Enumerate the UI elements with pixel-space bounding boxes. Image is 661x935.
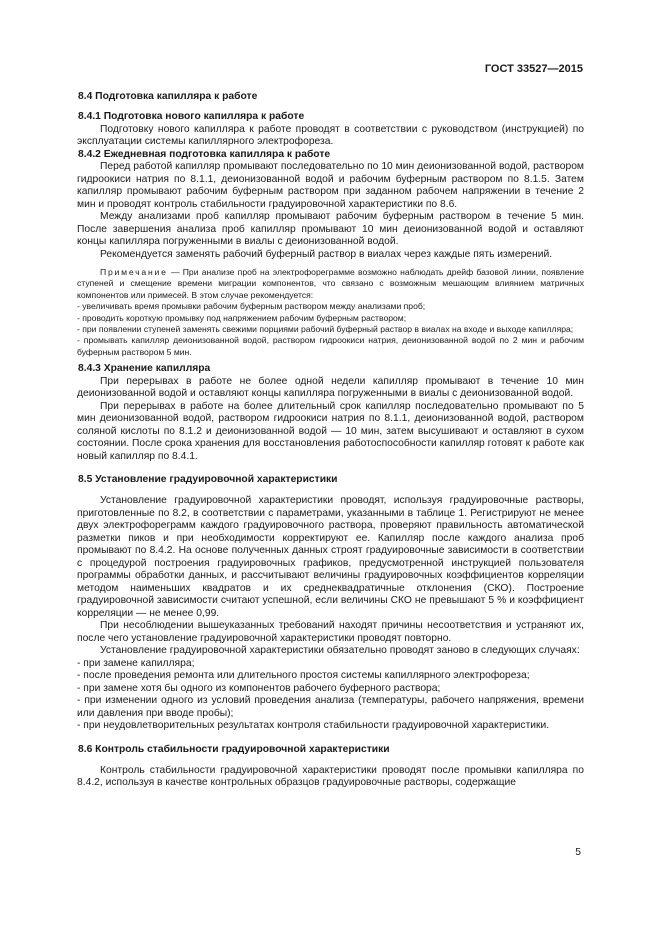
list-item: - при замене хотя бы одного из компонентов рабочего буферного раствора; xyxy=(77,682,441,694)
section-8-5-paragraph-1: Установление градуировочной характеристики проводят, используя градуировочные растворы, приготовленные по 8.2, в соответствии с параметрами, указанными в таблице 1. Регистрируют не менее двух электрофореграмм каждого градуировочного раствора, проверяют правильность автоматической разметки пиков и при необходимости корректируют ее. Капилляр после каждого анализа проб промывают по 8.4.2. На основе полученных данных строят градуировочные зависимости в соответствии с процедурой построения градуировочных графиков, предусмотренной инструкцией пользователя программы обработки данных, и рассчитывают величины градуировочных коэффициентов корреляции методом наименьших квадратов и их среднеквадратичные отклонения (СКО). Построение градуировочной зависимости считают успешной, если величины СКО не превышают 5 % и коэффициент корреляции — не менее 0,99. xyxy=(77,495,584,619)
standard-code: ГОСТ 33527—2015 xyxy=(484,63,583,75)
section-8-4-3-heading: 8.4.3 Хранение капилляра xyxy=(78,363,211,375)
list-item: - при замене капилляра; xyxy=(77,657,195,669)
section-8-4-3-paragraph-2: При перерывах в работе на более длительный срок капилляр последовательно промывают по 5 мин деионизованной водой, раствором гидроокиси натрия по 8.1.1, деионизованной водой, раствором соляной кислоты по 8.1.2 и деионизованной водой — 10 мин, затем высушивают и оставляют в сухом состоянии. После срока хранения для восстановления работоспособности капилляр готовят к работе как новый капилляр по 8.4.1. xyxy=(77,400,584,462)
section-8-6-heading: 8.6 Контроль стабильности градуировочной характеристики xyxy=(78,743,390,755)
section-8-4-2-paragraph-2: Между анализами проб капилляр промывают рабочим буферным раствором в течение 5 мин. После завершения анализа проб капилляр промывают 10 мин деионизованной водой и оставляют концы капилляра погруженными в виалы с деионизованной водой. xyxy=(77,211,584,247)
note-item: - увеличивать время промывки рабочим буферным раствором между анализами проб; xyxy=(77,301,426,312)
section-8-5-heading: 8.5 Установление градуировочной характеристики xyxy=(78,474,338,486)
section-8-6-paragraph-1: Контроль стабильности градуировочной характеристики проводят после промывки капилляра по 8.4.2, используя в качестве контрольных образцов градуировочные растворы, содержащие xyxy=(77,764,584,789)
section-8-4-heading: 8.4 Подготовка капилляра к работе xyxy=(78,91,258,102)
list-item: - после проведения ремонта или длительного простоя системы капиллярного электрофореза; xyxy=(77,670,530,682)
note-item: - при появлении ступеней заменять свежими порциями рабочий буферный раствор в виалах на входе и выходе капилляра; xyxy=(77,324,574,335)
section-8-4-1-heading: 8.4.1 Подготовка нового капилляра к работе xyxy=(78,111,305,122)
note-label: Примечание xyxy=(100,267,168,277)
section-8-4-2-heading: 8.4.2 Ежедневная подготовка капилляра к работе xyxy=(78,148,331,160)
section-8-4-2-paragraph-3: Рекомендуется заменять рабочий буферный раствор в виалах через каждые пять измерений. xyxy=(100,248,553,260)
section-8-4-2-paragraph-1: Перед работой капилляр промывают последовательно по 10 мин деионизованной водой, раствором гидроокиси натрия по 8.1.1, деионизованной водой и рабочим буферным раствором по 8.1.5. Затем капилляр промывают рабочим буферным раствором при заданном рабочем напряжении в течение 2 мин и проводят контроль стабильности градуировочной характеристики по 8.6. xyxy=(77,161,584,210)
list-item: - при изменении одного из условий проведения анализа (температуры, рабочего напряжения, времени или давления при вводе пробы); xyxy=(77,695,584,719)
page-content xyxy=(77,90,584,790)
note-item: - проводить короткую промывку под напряжением рабочим буферным раствором; xyxy=(77,312,407,323)
section-8-4-3-paragraph-1: При перерывах в работе не более одной недели капилляр промывают в течение 10 мин деионизованной водой и оставляют концы капилляра погруженными в виалы с деионизованной водой. xyxy=(77,375,584,400)
section-8-4-1-paragraph-1: Подготовку нового капилляра к работе проводят в соответствии с руководством (инструкцией) по эксплуатации системы капиллярного электрофореза. xyxy=(77,123,584,147)
section-8-5-paragraph-2: При несоблюдении вышеуказанных требований находят причины несоответствия и устраняют их, после чего установление градуировочной характеристики проводят повторно. xyxy=(77,620,584,644)
note-text: — При анализе проб на электрофореграмме возможно наблюдать дрейф базовой линии, появление ступеней и смещение времени миграции компонентов, что связано с возможным мешающим влиянием матричных компонентов или примесей. В этом случае рекомендуется: xyxy=(77,267,584,300)
note-item: - промывать капилляр деионизованной водой, раствором гидроокиси натрия, деионизованной водой по 2 мин и рабочим буферным раствором 5 мин. xyxy=(77,335,584,357)
section-8-5-paragraph-3: Установление градуировочной характеристики обязательно проводят заново в следующих случаях: xyxy=(100,645,580,657)
list-item: - при неудовлетворительных результатах контроля стабильности градуировочной характеристики. xyxy=(77,720,550,732)
page-number: 5 xyxy=(575,847,581,858)
note-block xyxy=(77,267,584,358)
note-paragraph xyxy=(77,267,584,301)
